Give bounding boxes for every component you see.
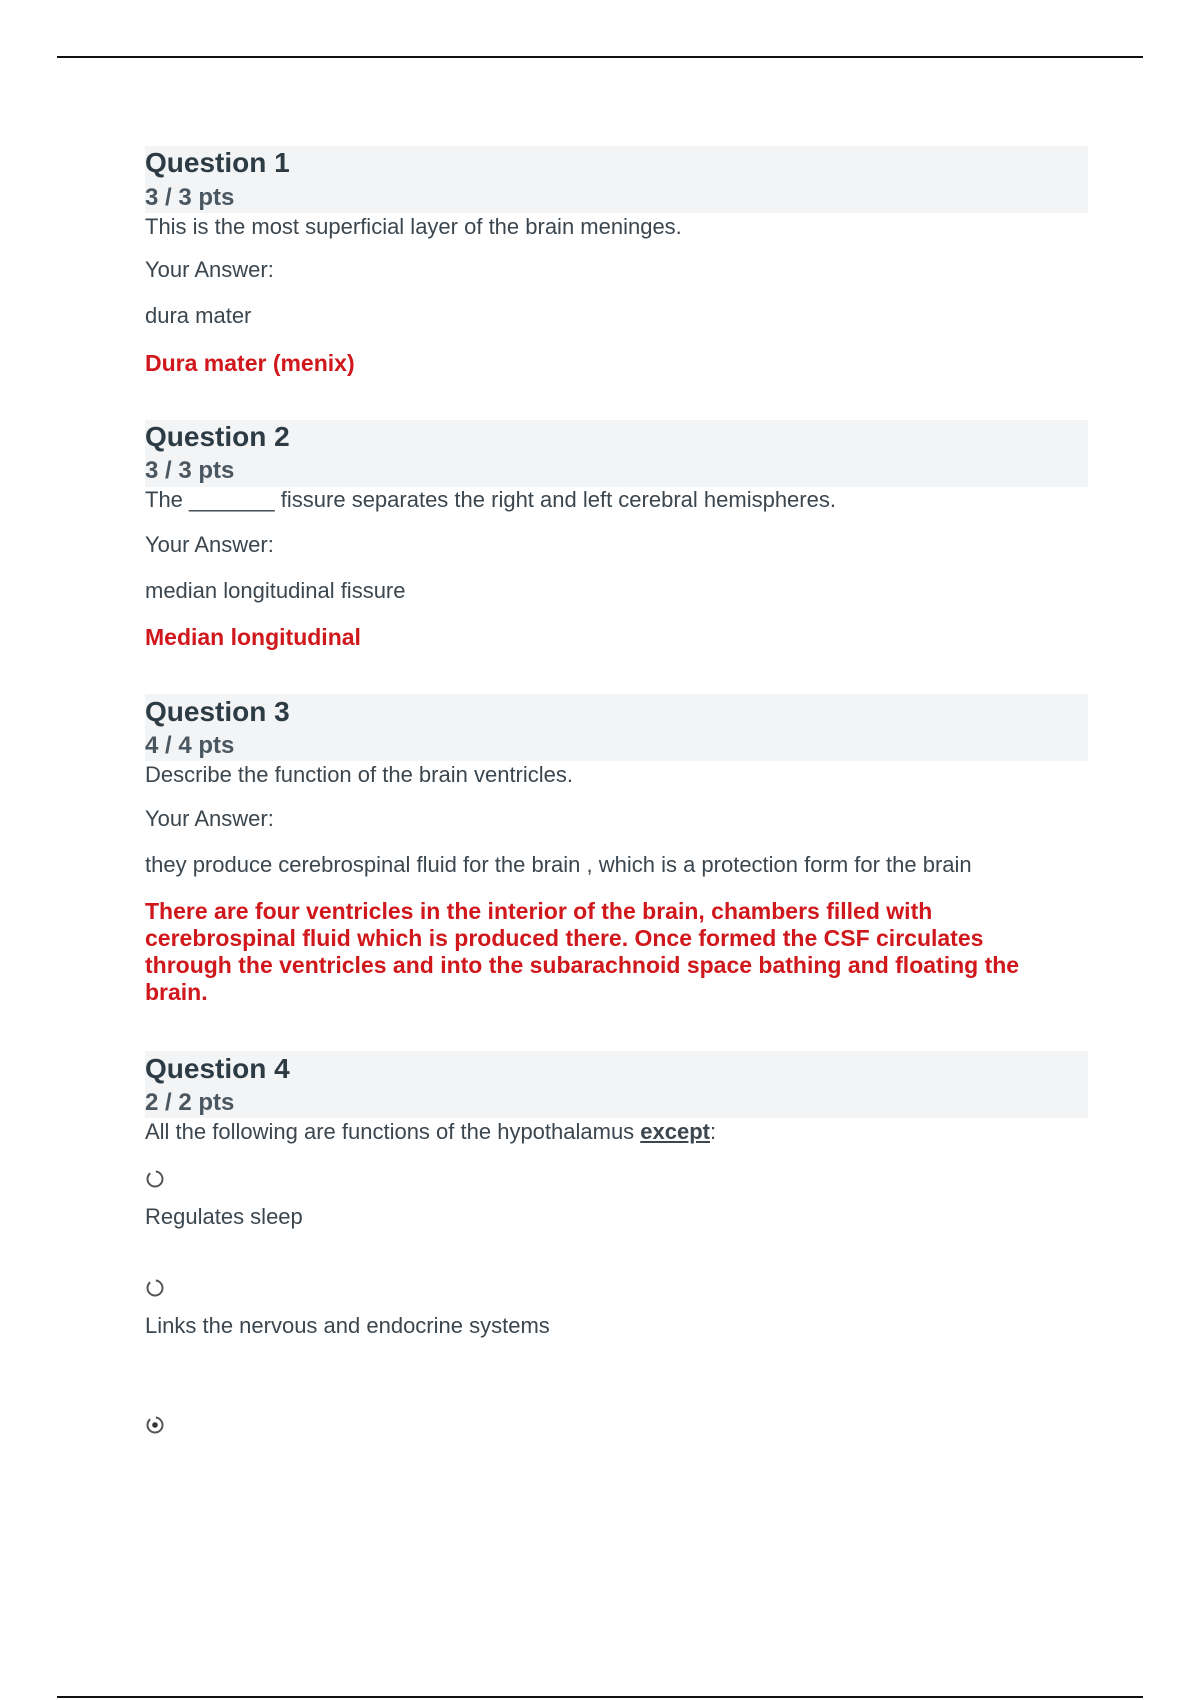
- question-points: 3 / 3 pts: [145, 184, 235, 211]
- radio-unselected-icon[interactable]: [145, 1278, 165, 1298]
- radio-unselected-icon[interactable]: [145, 1169, 165, 1189]
- question-text-main: All the following are functions of the hypothalamus: [145, 1119, 641, 1144]
- question-points: 4 / 4 pts: [145, 732, 235, 759]
- your-answer: median longitudinal fissure: [145, 578, 406, 603]
- question-points: 2 / 2 pts: [145, 1089, 235, 1116]
- question-text: The _______ fissure separates the right and left cerebral hemispheres.: [145, 487, 836, 512]
- option-label: Links the nervous and endocrine systems: [145, 1313, 550, 1338]
- radio-selected-icon[interactable]: [145, 1415, 165, 1435]
- bottom-rule: [57, 1696, 1143, 1698]
- question-text-end: :: [710, 1119, 717, 1144]
- correct-answer: Dura mater (menix): [145, 350, 355, 376]
- correct-answer: There are four ventricles in the interior of the brain, chambers filled with cerebrospinal fluid which is produced there. Once formed the CSF circulates through the ventricles and into the subarachnoid space bathing and floating the brain.: [145, 898, 1020, 1006]
- question-text: Describe the function of the brain ventricles.: [145, 762, 574, 787]
- question-title: Question 2: [145, 421, 290, 452]
- your-answer-label: Your Answer:: [145, 257, 274, 282]
- question-title: Question 4: [145, 1053, 290, 1084]
- question-text-emphasis: except: [640, 1119, 711, 1144]
- your-answer: they produce cerebrospinal fluid for the brain , which is a protection form for the brain: [145, 852, 972, 877]
- top-rule: [57, 56, 1143, 58]
- your-answer-label: Your Answer:: [145, 532, 274, 557]
- correct-answer: Median longitudinal: [145, 624, 361, 650]
- your-answer-label: Your Answer:: [145, 806, 274, 831]
- option-label: Regulates sleep: [145, 1204, 303, 1229]
- question-text: This is the most superficial layer of the brain meninges.: [145, 214, 682, 239]
- question-text: [145, 1119, 716, 1144]
- question-title: Question 3: [145, 696, 290, 727]
- your-answer: dura mater: [145, 303, 252, 328]
- question-title: Question 1: [145, 147, 290, 178]
- question-points: 3 / 3 pts: [145, 457, 235, 484]
